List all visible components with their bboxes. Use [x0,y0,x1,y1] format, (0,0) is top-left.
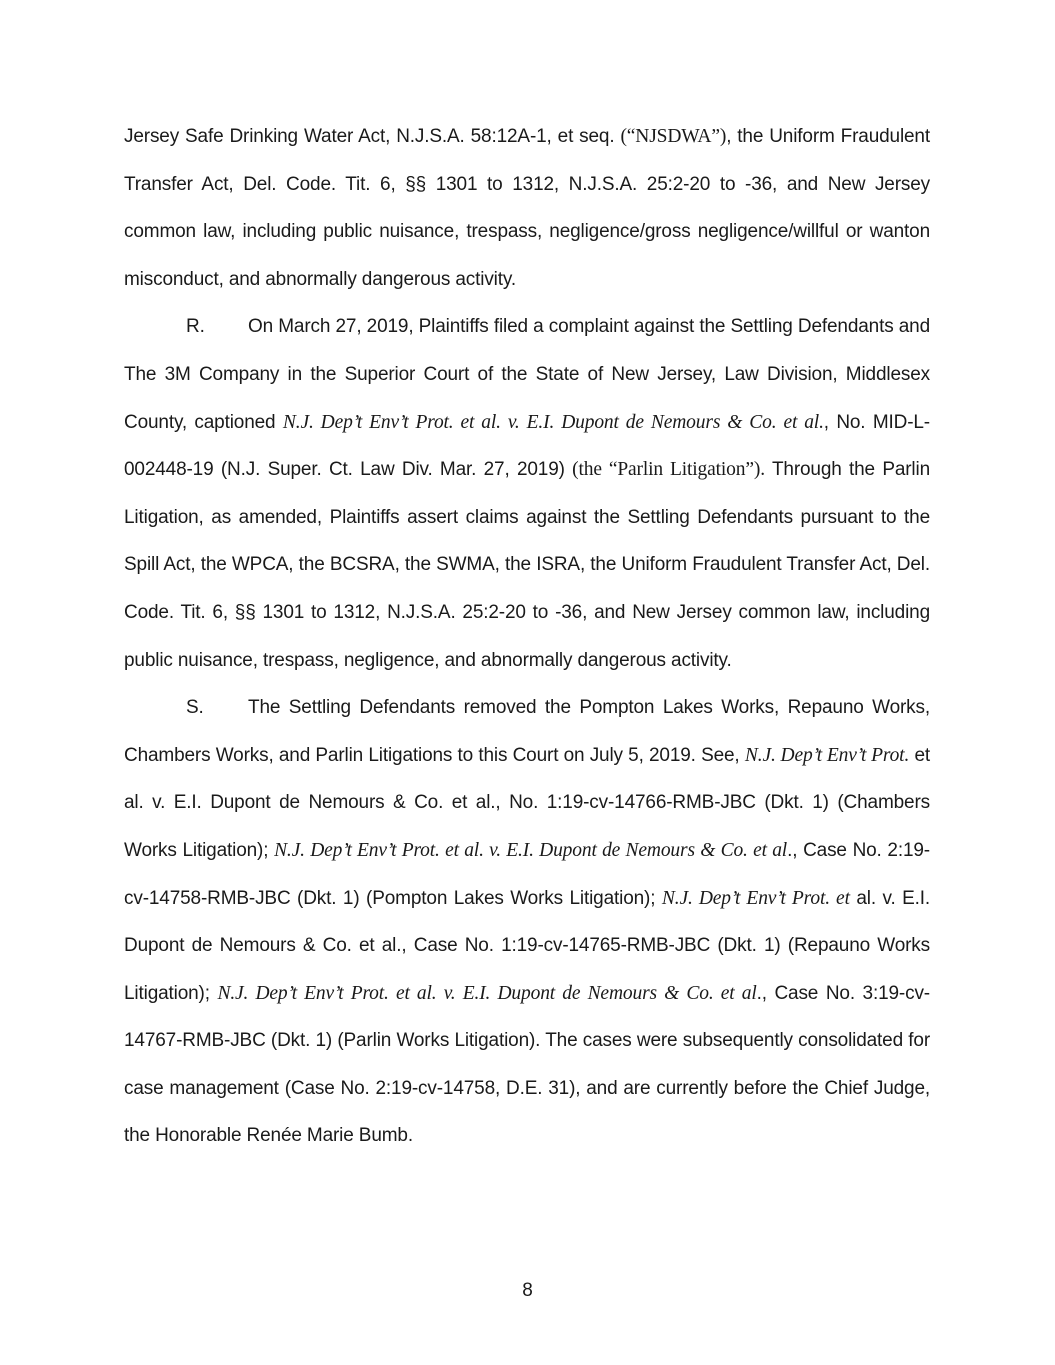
case-caption-italic: N.J. Dep’t Env’t Prot. [744,744,910,766]
text-segment: , the Uniform Fraudulent Transfer Act, Del. Code. Tit. 6, §§ 1301 to 1312, N.J.S.A. 25:2-20 to -36, and New Jersey common law, including public nuisance, trespass, negligence/gross negligence/willful or wanton misconduct, and abnormally dangerous activity. [124,126,930,290]
text-segment: Through the Parlin Litigation, as amended, Plaintiffs assert claims against the Settling Defendants pursuant to the Spill Act, the WPCA, the BCSRA, the SWMA, the ISRA, the Uniform Fraudulent Transfer Act, Del. Code. Tit. 6, §§ 1301 to 1312, N.J.S.A. 25:2-20 to -36, and New Jersey common law, including public nuisance, trespass, negligence, and abnormally dangerous activity. [124,459,930,671]
text-segment-defined-term: (“NJSDWA”) [620,126,727,147]
text-segment: et al. v. E.I. Dupont de Nemours & Co. et al., No. 1:19-cv-14766-RMB-JBC (Dkt. 1) (Chambers Works Litigation); [124,744,930,861]
page-number: 8 [522,1280,533,1301]
paragraph-s [124,684,930,1160]
document-body [124,113,930,1160]
paragraph-label: R. [186,316,205,338]
case-caption-italic: N.J. Dep’t Env’t Prot. et [661,887,850,909]
case-caption-italic: N.J. Dep’t Env’t Prot. et al. v. E.I. Dupont de Nemours & Co. et al. [282,411,824,433]
case-caption-italic: N.J. Dep’t Env’t Prot. et al. v. E.I. Dupont de Nemours & Co. et al [274,839,788,861]
text-segment-defined-term: (the “Parlin Litigation”). [572,459,765,481]
case-caption-italic: N.J. Dep’t Env’t Prot. et al. v. E.I. Dupont de Nemours & Co. et al [217,982,757,1004]
text-segment: The Settling Defendants removed the Pompton Lakes Works, Repauno Works, Chambers Works, and Parlin Litigations to this Court on July 5, 2019. See, [124,697,930,766]
text-segment: al. v. E.I. Dupont de Nemours & Co. et al., Case No. 1:19-cv-14765-RMB-JBC (Dkt. 1) (Repauno Works Litigation); [124,887,931,1004]
paragraph-continuation [124,113,930,303]
paragraph-r [124,303,930,684]
text-segment: Jersey Safe Drinking Water Act, N.J.S.A. 58:12A-1, et seq. [124,126,621,147]
text-segment: , No. MID-L-002448-19 (N.J. Super. Ct. Law Div. Mar. 27, 2019) [124,411,930,481]
paragraph-label: S. [186,697,204,719]
text-segment: ., Case No. 3:19-cv-14767-RMB-JBC (Dkt. 1) (Parlin Works Litigation). The cases were subsequently consolidated for case management (Case No. 2:19-cv-14758, D.E. 31), and are currently before the Chief Judge, the Honorable Renée Marie Bumb. [124,982,930,1147]
text-segment: ., Case No. 2:19-cv-14758-RMB-JBC (Dkt. 1) (Pompton Lakes Works Litigation); [124,839,930,909]
text-segment: On March 27, 2019, Plaintiffs filed a complaint against the Settling Defendants and The 3M Company in the Superior Court of the State of New Jersey, Law Division, Middlesex County, captioned [124,316,930,433]
